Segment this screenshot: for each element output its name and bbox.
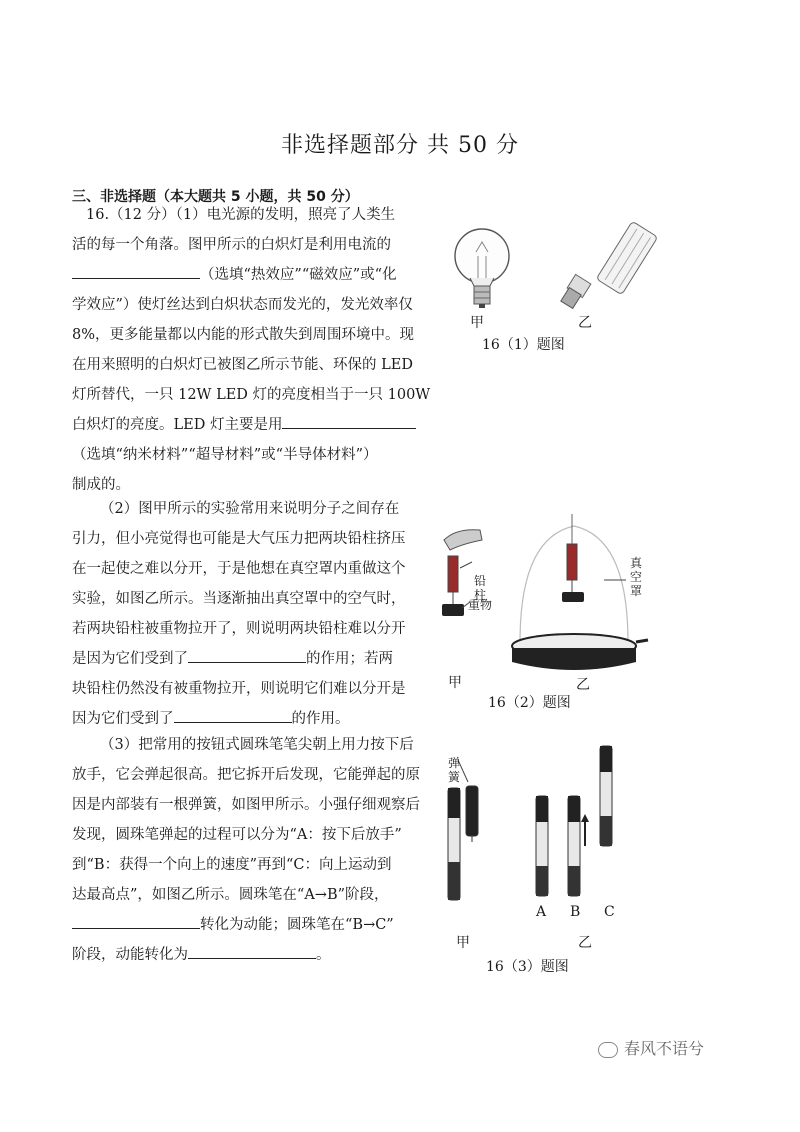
text-line: 到“B：获得一个向上的速度”再到“C：向上运动到 — [72, 857, 392, 873]
watermark-text: 春风不语兮 — [624, 1039, 705, 1058]
text-line: 引力，但小亮觉得也可能是大气压力把两块铅柱挤压 — [72, 531, 406, 547]
text-fragment: 阶段，动能转化为 — [72, 947, 188, 963]
text-line: 灯所替代，一只 12W LED 灯的亮度相当于一只 100W — [72, 387, 431, 403]
text-line: （选填“纳米材料”“超导材料”或“半导体材料”） — [72, 447, 378, 463]
text-line: 实验，如图乙所示。当逐渐抽出真空罩中的空气时， — [72, 591, 406, 607]
text-fragment: 。 — [316, 947, 331, 963]
text-fragment: 的作用；若两 — [306, 651, 393, 667]
text-line: 16.（12 分）（1）电光源的发明，照亮了人类生 — [86, 207, 396, 223]
figure-16-3 — [432, 742, 632, 932]
text-line: 放手，它会弹起很高。把它拆开后发现，它能弹起的原 — [72, 767, 420, 783]
chat-bubble-icon — [598, 1042, 618, 1058]
text-line: 块铅柱仍然没有被重物拉开，则说明它们难以分开是 — [72, 681, 406, 697]
answer-blank[interactable] — [188, 940, 316, 959]
text-line — [72, 644, 412, 674]
question-16-2 — [72, 494, 412, 734]
text-fragment: 白炽灯的亮度。LED 灯主要是用 — [72, 417, 283, 433]
text-line: 若两块铅柱被重物拉开了，则说明两块铅柱难以分开 — [72, 621, 406, 637]
fig3-label-yi: 乙 — [578, 935, 592, 951]
vacuum-bell-jar-image — [512, 514, 648, 670]
pen-label-b: B — [570, 904, 581, 920]
pen-label-a: A — [536, 904, 547, 920]
text-fragment: 是因为它们受到了 — [72, 651, 188, 667]
pen-a-image — [536, 796, 548, 896]
incandescent-bulb-image — [455, 229, 509, 308]
pen-c-image — [600, 746, 612, 846]
answer-blank[interactable] — [188, 644, 306, 663]
fig1-caption: 16（1）题图 — [482, 337, 565, 353]
answer-blank[interactable] — [282, 410, 416, 429]
fig3-caption: 16（3）题图 — [486, 959, 569, 975]
answer-blank[interactable] — [174, 704, 292, 723]
text-line: 活的每一个角落。图甲所示的白炽灯是利用电流的 — [72, 237, 391, 253]
fig2-label-jia: 甲 — [448, 675, 462, 691]
text-fragment: （选填“热效应”“磁效应”或“化 — [200, 267, 397, 283]
text-line: （2）图甲所示的实验常用来说明分子之间存在 — [100, 501, 400, 517]
text-line: 在一起使之难以分开，于是他想在真空罩内重做这个 — [72, 561, 406, 577]
text-fragment: 转化为动能；圆珠笔在“B→C” — [200, 917, 394, 933]
text-line — [72, 260, 412, 290]
answer-blank[interactable] — [72, 260, 200, 279]
label-lead-cylinder: 铅柱 — [474, 574, 487, 602]
text-line: 制成的。 — [72, 477, 130, 493]
fig1-label-jia: 甲 — [470, 315, 484, 331]
answer-blank[interactable] — [72, 910, 200, 929]
text-fragment: 的作用。 — [291, 711, 350, 727]
fig3-label-jia: 甲 — [456, 935, 470, 951]
label-spring: 弹簧 — [448, 756, 461, 784]
text-line: 8%，更多能量都以内能的形式散失到周围环境中。现 — [72, 327, 415, 343]
led-bulb-image — [561, 222, 658, 308]
fig2-label-yi: 乙 — [576, 677, 590, 693]
fig1-label-yi: 乙 — [578, 315, 592, 331]
text-line — [72, 910, 412, 940]
text-line — [72, 940, 412, 970]
watermark — [598, 1036, 704, 1059]
section-header: 三、非选择题（本大题共 5 小题，共 50 分） — [72, 189, 359, 205]
fig2-caption: 16（2）题图 — [488, 695, 571, 711]
label-vacuum-jar: 真空罩 — [630, 556, 643, 598]
text-line: （3）把常用的按钮式圆珠笔笔尖朝上用力按下后 — [100, 737, 414, 753]
question-16-1 — [72, 200, 431, 500]
figure-16-1 — [430, 222, 670, 318]
question-16-3 — [72, 730, 420, 970]
text-line: 因是内部装有一根弹簧，如图甲所示。小强仔细观察后 — [72, 797, 420, 813]
text-line: 在用来照明的白炽灯已被图乙所示节能、环保的 LED — [72, 357, 413, 373]
text-line — [72, 410, 412, 440]
text-fragment: 因为它们受到了 — [72, 711, 174, 727]
text-line: 学效应”）使灯丝达到白炽状态而发光的，发光效率仅 — [72, 297, 413, 313]
label-weight: 重物 — [468, 598, 493, 612]
text-line: 达最高点”，如图乙所示。圆珠笔在“A→B”阶段， — [72, 887, 389, 903]
figure-16-2 — [432, 500, 662, 678]
text-line: 发现，圆珠笔弹起的过程可以分为“A：按下后放手” — [72, 827, 402, 843]
page-title: 非选择题部分 共 50 分 — [281, 133, 519, 158]
pen-b-image — [568, 796, 589, 896]
pen-label-c: C — [604, 904, 615, 920]
